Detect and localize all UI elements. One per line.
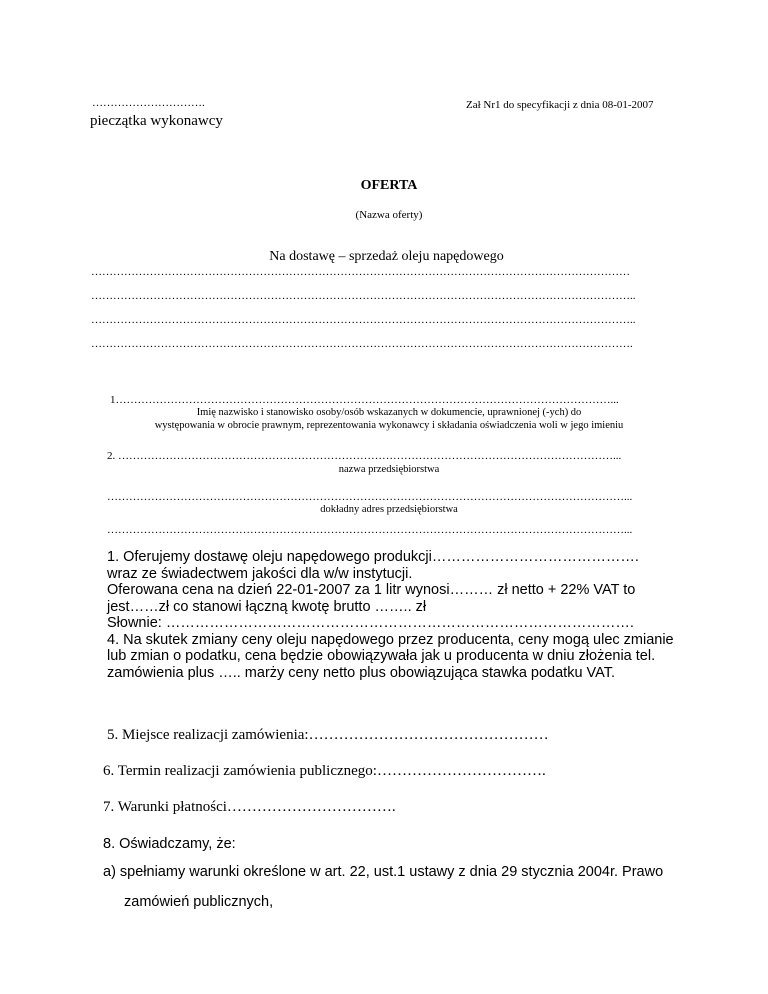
section-8-a-line-2: zamówień publicznych, xyxy=(124,894,274,910)
dotted-line: ………………………………………………………………………………………………………………………………… xyxy=(91,266,630,278)
section-1 xyxy=(107,549,674,681)
company-line: 2. ………………………………………………………………………………………………………………………... xyxy=(107,450,622,462)
stamp-label: pieczątka wykonawcy xyxy=(90,113,223,129)
section-4-line-2: lub zmian o podatku, cena będzie obowiązywała jak u producenta w dniu złożenia tel. xyxy=(107,648,656,664)
delivery-subject: Na dostawę – sprzedaż oleju napędowego xyxy=(269,249,504,264)
address-line-after: ……………………………………………………………………………………………………………………………... xyxy=(107,524,633,536)
persons-caption-2: występowania w obrocie prawnym, reprezentowania wykonawcy i składania oświadczenia woli w jego imieniu xyxy=(154,420,624,431)
section-1-line-2: wraz ze świadectwem jakości dla w/w instytucji. xyxy=(107,565,413,582)
persons-caption-1: Imię nazwisko i stanowisko osoby/osób wskazanych w dokumencie, uprawnionej (-ych) do xyxy=(196,407,582,418)
company-caption: nazwa przedsiębiorstwa xyxy=(338,464,440,475)
section-8-a-line-1: a) spełniamy warunki określone w art. 22, ust.1 ustawy z dnia 29 stycznia 2004r. Prawo xyxy=(103,864,664,880)
section-5: 5. Miejsce realizacji zamówienia:………………………………………… xyxy=(107,727,549,743)
page-title: OFERTA xyxy=(360,178,418,193)
section-1-line-4: jest……zł co stanowi łączną kwotę brutto …….. zł xyxy=(107,598,427,615)
dotted-line: …………………………………………………………………………………………………………………………………. xyxy=(91,338,633,350)
dotted-line: ………………………………………………………………………………………………………………………………….. xyxy=(91,314,636,326)
section-8-heading: 8. Oświadczamy, że: xyxy=(103,836,236,852)
offer-name-caption: (Nazwa oferty) xyxy=(355,209,423,221)
dotted-line: ………………………………………………………………………………………………………………………………….. xyxy=(91,290,636,302)
section-1-line-3: Oferowana cena na dzień 22-01-2007 za 1 litr wynosi……… zł netto + 22% VAT to xyxy=(107,582,636,598)
section-6: 6. Termin realizacji zamówienia publicznego:……………………………. xyxy=(103,763,546,779)
section-1-line-5: Słownie: ……………………………………………………………………………………. xyxy=(107,615,634,631)
attachment-note: Zał Nr1 do specyfikacji z dnia 08-01-2007 xyxy=(466,99,654,111)
section-4-line-1: 4. Na skutek zmiany ceny oleju napędowego przez producenta, ceny mogą ulec zmianie xyxy=(107,631,674,648)
address-caption: dokładny adres przedsiębiorstwa xyxy=(320,504,458,515)
section-1-line-1: 1. Oferujemy dostawę oleju napędowego produkcji……………………………………. xyxy=(107,549,639,565)
section-4-line-3: zamówienia plus ….. marży ceny netto plus obowiązująca stawka podatku VAT. xyxy=(107,664,616,681)
address-line: ……………………………………………………………………………………………………………………………... xyxy=(107,491,633,503)
stamp-dots: …………………………. xyxy=(92,97,205,109)
section-7: 7. Warunki płatności……………………………. xyxy=(103,799,396,815)
persons-line: 1………………………………………………………………………………………………………………………... xyxy=(110,394,619,406)
